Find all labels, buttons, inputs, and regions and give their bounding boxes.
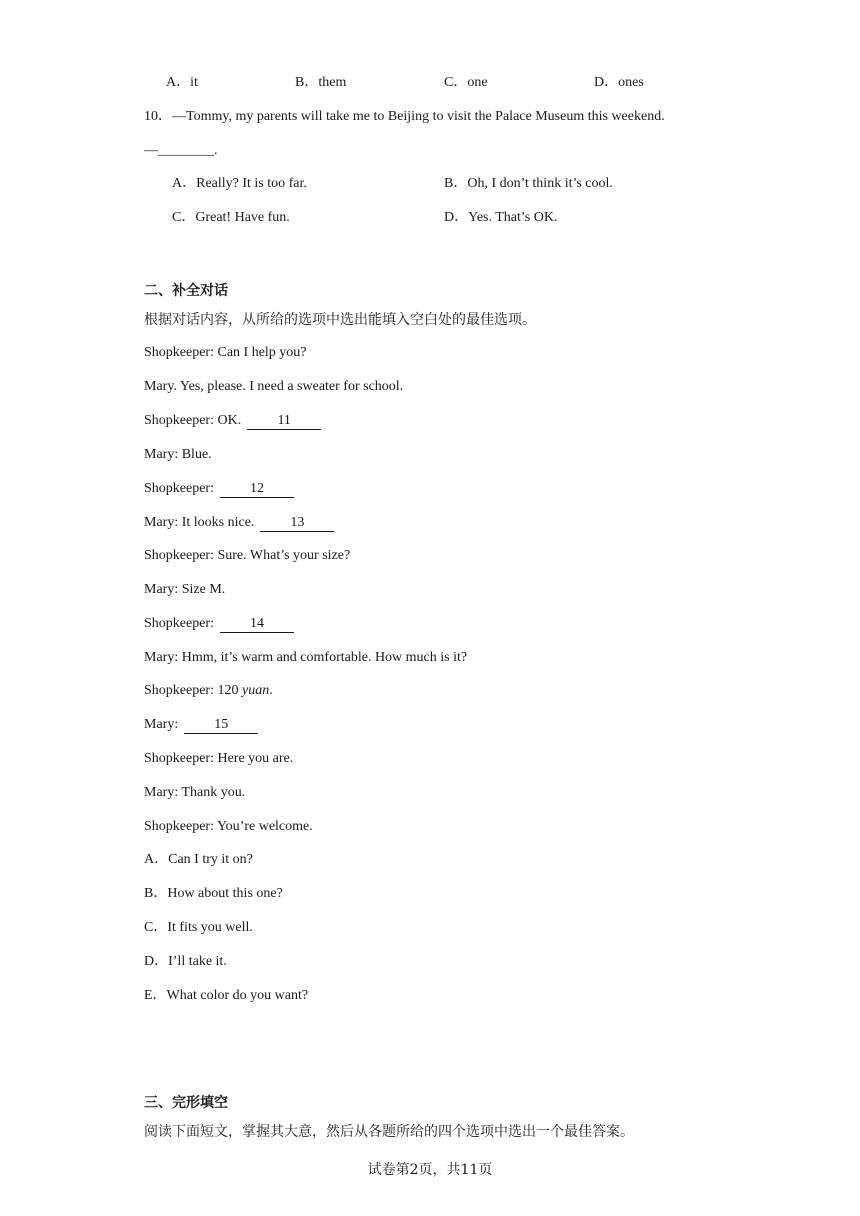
dialogue-line-11: [144, 682, 273, 700]
dialogue-line-4: Mary: Blue.: [144, 447, 212, 462]
q9-option-b: B．them: [295, 75, 347, 90]
dialogue-line-3-text: Shopkeeper: OK.: [144, 413, 242, 428]
blank-11[interactable]: 11: [247, 413, 321, 430]
dialogue-line-14: Mary: Thank you.: [144, 785, 246, 800]
dialogue-line-12-text: Mary:: [144, 717, 179, 732]
q10-reply: —________.: [144, 143, 218, 158]
dialogue-line-6: [144, 514, 334, 532]
dialogue-line-12: [144, 716, 258, 734]
dialogue-line-5: [144, 480, 294, 498]
dialogue-line-10: Mary: Hmm, it’s warm and comfortable. How much is it?: [144, 650, 468, 665]
dialogue-line-7: Shopkeeper: Sure. What’s your size?: [144, 548, 351, 563]
q9-option-d: D．ones: [594, 75, 644, 90]
q10-option-a: A．Really? It is too far.: [172, 176, 307, 191]
dialogue-line-8: Mary: Size M.: [144, 582, 226, 597]
section2-instruction: 根据对话内容，从所给的选项中选出能填入空白处的最佳选项。: [144, 312, 536, 328]
currency-period: .: [269, 683, 273, 698]
blank-12[interactable]: 12: [220, 481, 294, 498]
blank-14[interactable]: 14: [220, 616, 294, 633]
dialogue-line-5-text: Shopkeeper:: [144, 481, 214, 496]
dialogue-line-1: Shopkeeper: Can I help you?: [144, 345, 307, 360]
dialogue-line-2: Mary. Yes, please. I need a sweater for school.: [144, 379, 404, 394]
section2-option-a: A．Can I try it on?: [144, 852, 253, 867]
section2-title: 二、补全对话: [144, 283, 228, 299]
section3-instruction: 阅读下面短文，掌握其大意，然后从各题所给的四个选项中选出一个最佳答案。: [144, 1124, 634, 1140]
dialogue-line-9-text: Shopkeeper:: [144, 616, 214, 631]
q10-option-b: B．Oh, I don’t think it’s cool.: [444, 176, 613, 191]
q9-option-c: C．one: [444, 75, 488, 90]
page-footer: 试卷第2页，共11页: [367, 1162, 493, 1178]
dialogue-line-9: [144, 615, 294, 633]
section2-option-b: B．How about this one?: [144, 886, 283, 901]
dialogue-line-3: [144, 412, 321, 430]
blank-13[interactable]: 13: [260, 515, 334, 532]
section2-option-e: E．What color do you want?: [144, 988, 309, 1003]
blank-15[interactable]: 15: [184, 717, 258, 734]
q9-option-a: A．it: [166, 75, 198, 90]
section3-title: 三、完形填空: [144, 1095, 228, 1111]
dialogue-line-13: Shopkeeper: Here you are.: [144, 751, 294, 766]
dialogue-line-11-text: Shopkeeper: 120: [144, 683, 239, 698]
currency-word: yuan: [241, 683, 270, 698]
dialogue-line-6-text: Mary: It looks nice.: [144, 515, 255, 530]
q10-prompt: 10．—Tommy, my parents will take me to Beijing to visit the Palace Museum this weekend.: [144, 109, 665, 124]
section2-option-c: C．It fits you well.: [144, 920, 253, 935]
q10-option-d: D．Yes. That’s OK.: [444, 210, 558, 225]
section2-option-d: D．I’ll take it.: [144, 954, 227, 969]
dialogue-line-15: Shopkeeper: You’re welcome.: [144, 819, 313, 834]
q10-option-c: C．Great! Have fun.: [172, 210, 290, 225]
